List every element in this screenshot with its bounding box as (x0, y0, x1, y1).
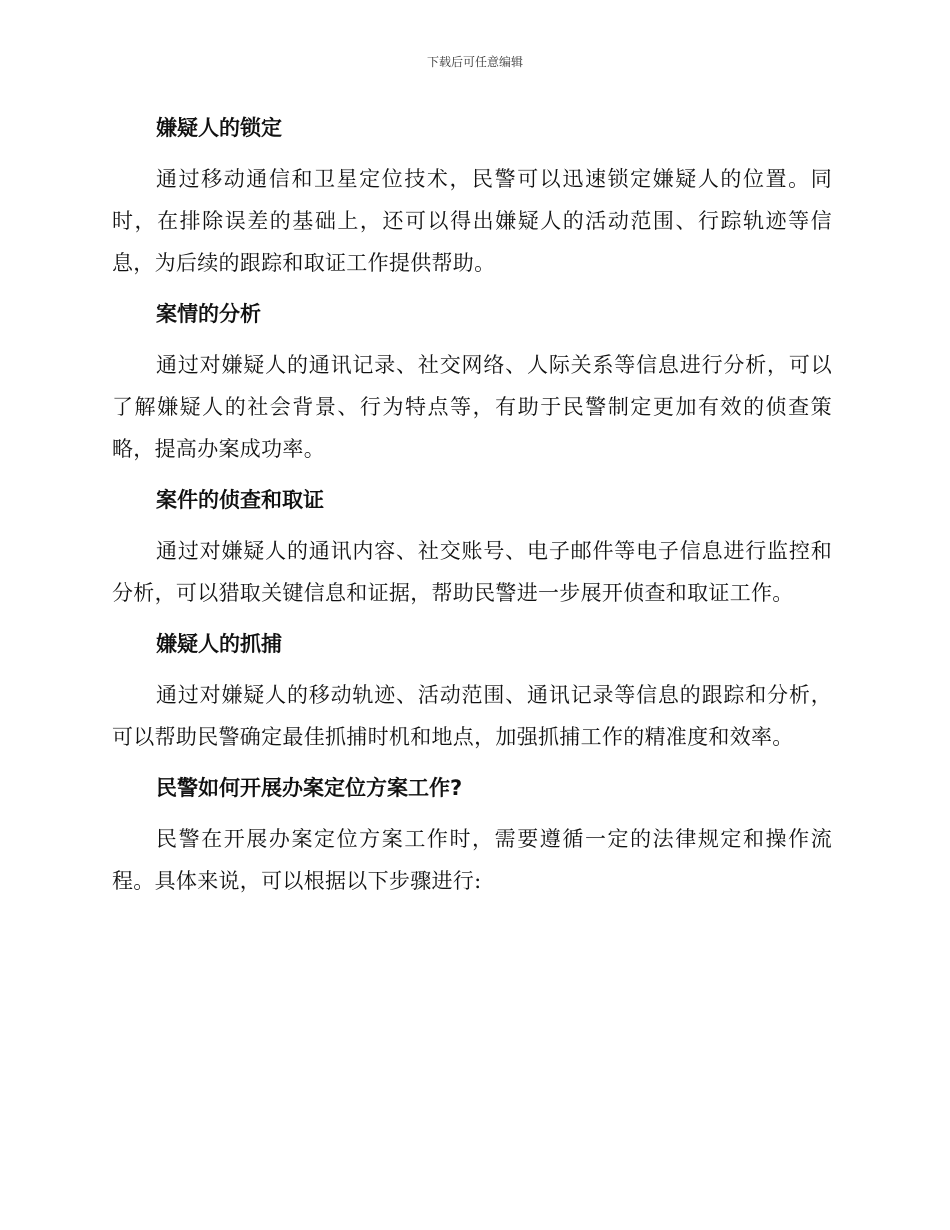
section-paragraph: 民警在开展办案定位方案工作时，需要遵循一定的法律规定和操作流程。具体来说，可以根据以下步骤进行: (112, 827, 832, 893)
section-suspect-arrest (112, 624, 832, 758)
section-heading: 民警如何开展办案定位方案工作? (156, 776, 463, 800)
section-how-to-carry-out (112, 768, 832, 902)
section-heading: 嫌疑人的抓捕 (156, 632, 282, 656)
section-paragraph: 通过对嫌疑人的通讯记录、社交网络、人际关系等信息进行分析，可以了解嫌疑人的社会背景、行为特点等，有助于民警制定更加有效的侦查策略，提高办案成功率。 (112, 353, 832, 461)
page-header: 下载后可任意编辑 (426, 55, 523, 69)
section-paragraph: 通过对嫌疑人的通讯内容、社交账号、电子邮件等电子信息进行监控和分析，可以猎取关键信息和证据，帮助民警进一步展开侦查和取证工作。 (112, 539, 832, 605)
section-heading: 案件的侦查和取证 (156, 488, 324, 512)
section-heading: 嫌疑人的锁定 (156, 116, 282, 140)
section-heading: 案情的分析 (156, 302, 261, 326)
section-investigation-evidence (112, 480, 832, 614)
section-case-analysis (112, 294, 832, 470)
section-suspect-locating (112, 108, 832, 284)
document-body (112, 108, 832, 912)
section-paragraph: 通过对嫌疑人的移动轨迹、活动范围、通讯记录等信息的跟踪和分析，可以帮助民警确定最佳抓捕时机和地点，加强抓捕工作的精准度和效率。 (112, 683, 832, 749)
section-paragraph: 通过移动通信和卫星定位技术，民警可以迅速锁定嫌疑人的位置。同时，在排除误差的基础上，还可以得出嫌疑人的活动范围、行踪轨迹等信息，为后续的跟踪和取证工作提供帮助。 (112, 167, 832, 275)
